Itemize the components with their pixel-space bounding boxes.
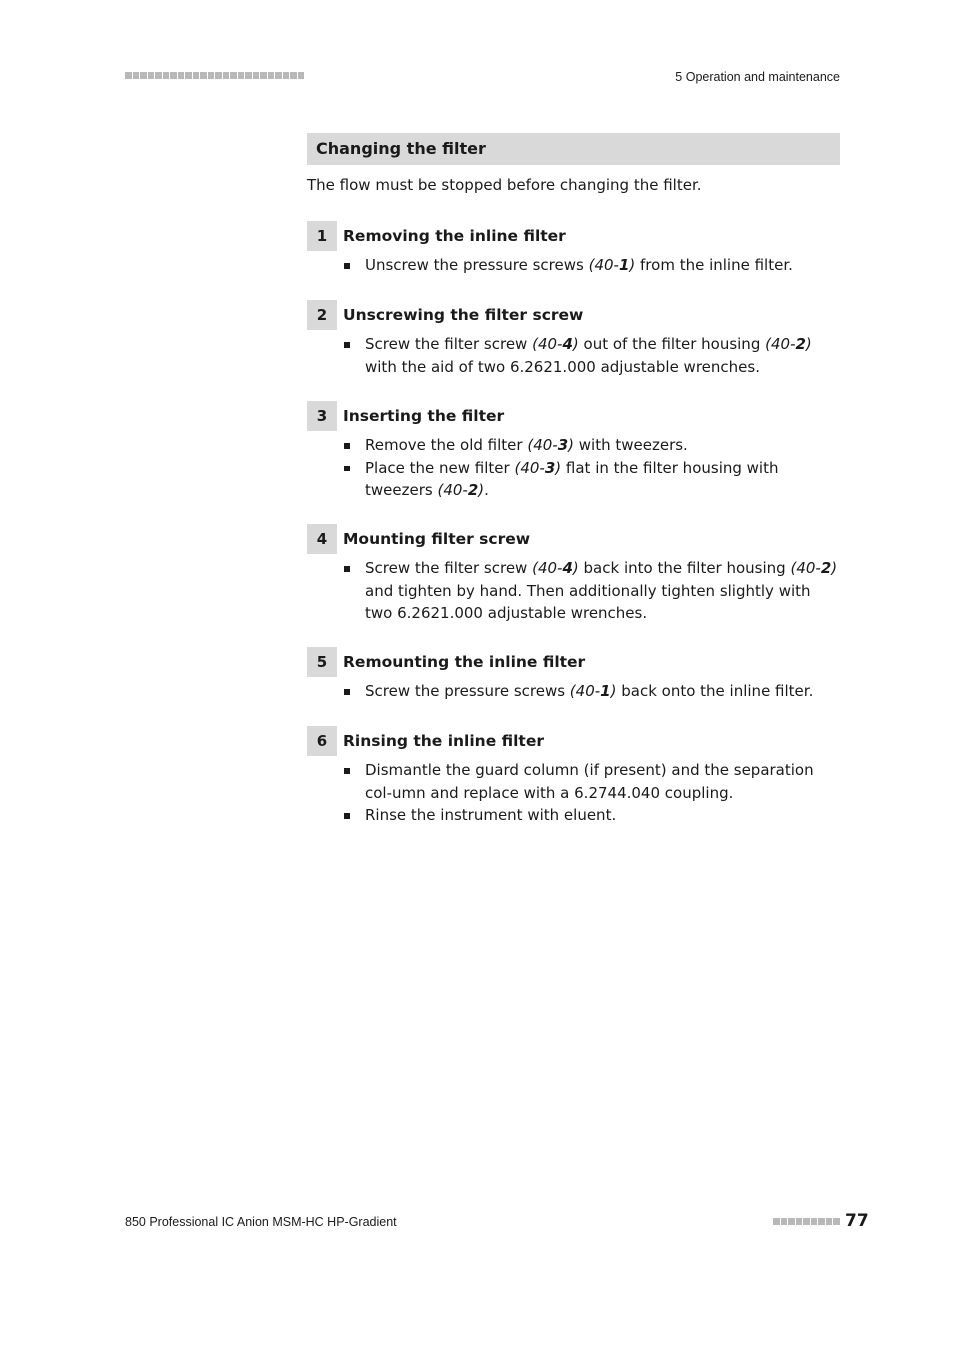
step-bullet-list [307,759,840,827]
bullet-text: Rinse the instrument with eluent. [365,806,617,824]
figure-number: 40 [520,458,540,477]
step-bullet-list [307,254,840,277]
step-header [307,401,840,431]
step-bullet-list [307,680,840,703]
step-5 [307,647,840,703]
bullet-text: back onto the inline filter. [616,682,814,700]
figure-number: 40 [537,335,558,353]
item-number: 2 [820,559,832,577]
figure-number: 40 [594,256,614,274]
bullet-item [307,457,840,502]
figure-reference: (40-2) [765,335,812,353]
bullet-item [307,759,840,804]
step-header [307,647,840,677]
figure-reference: (40-3) [514,458,562,477]
step-number: 5 [307,647,337,677]
figure-reference: (40-4) [532,335,579,353]
step-number: 6 [307,726,337,756]
figure-reference: (40-4) [532,559,579,577]
bullet-text: Screw the filter screw [365,559,533,577]
figure-number: 40 [770,335,791,353]
figure-reference: (40-2) [437,481,485,499]
bullet-text: from the inline filter. [635,256,793,274]
bullet-text: flat in the filter housing with tweezers [365,458,779,499]
figure-number: 40 [443,481,463,499]
step-2 [307,300,840,378]
header-section-title: 5 Operation and maintenance [675,70,840,84]
bullet-text: and tighten by hand. Then additionally tighten slightly with two 6.2621.000 adjustable wrenches. [365,581,811,622]
step-title: Unscrewing the filter screw [343,306,584,324]
step-bullet-list [307,557,840,625]
step-number: 3 [307,401,337,431]
figure-number: 40 [575,682,595,700]
bullet-text: Remove the old filter [365,436,528,454]
step-header [307,524,840,554]
footer-decoration [773,1218,840,1225]
figure-reference: (40-1) [569,682,617,700]
bullet-text: Place the new filter [365,458,515,477]
item-number: 2 [795,335,806,353]
step-title: Inserting the filter [343,407,505,425]
bullet-text: out of the filter housing [578,335,766,353]
step-4 [307,524,840,625]
step-number: 1 [307,221,337,251]
step-3 [307,401,840,502]
bullet-text: . [484,481,489,499]
item-number: 4 [562,559,573,577]
step-6 [307,726,840,827]
figure-reference: (40-1) [588,256,636,274]
section-title: Changing the filter [307,133,840,165]
item-number: 2 [467,481,479,499]
step-title: Removing the inline filter [343,227,566,245]
bullet-item [307,434,840,457]
intro-text: The flow must be stopped before changing the filter. [307,176,702,194]
figure-reference: (40-3) [527,436,574,454]
item-number: 1 [600,682,611,700]
bullet-text: with the aid of two 6.2621.000 adjustable wrenches. [365,357,760,376]
step-1 [307,221,840,277]
bullet-text: with tweezers. [574,436,688,454]
bullet-item [307,254,840,277]
bullet-text: Screw the filter screw [365,335,533,353]
item-number: 1 [618,256,630,274]
figure-number: 40 [796,559,816,577]
step-number: 2 [307,300,337,330]
bullet-item [307,557,840,625]
page-number: 77 [845,1211,869,1231]
figure-reference: (40-2) [790,559,838,577]
figure-number: 40 [537,559,558,577]
bullet-text: Unscrew the pressure screws [365,256,589,274]
step-title: Mounting filter screw [343,530,531,548]
bullet-item [307,680,840,703]
header-decoration [125,72,304,79]
step-title: Remounting the inline filter [343,653,586,671]
item-number: 4 [562,335,573,353]
bullet-item [307,804,840,827]
bullet-text: Screw the pressure screws [365,682,570,700]
step-bullet-list [307,333,840,378]
item-number: 3 [544,458,556,477]
step-header [307,221,840,251]
bullet-text: Dismantle the guard column (if present) and the separation col-umn and replace with a 6.2744.040 coupling. [365,761,814,802]
bullet-text: back into the filter housing [578,559,791,577]
step-header [307,726,840,756]
item-number: 3 [557,436,569,454]
footer-document-title: 850 Professional IC Anion MSM-HC HP-Gradient [125,1215,397,1229]
step-title: Rinsing the inline filter [343,732,544,750]
figure-number: 40 [533,436,553,454]
step-number: 4 [307,524,337,554]
bullet-item [307,333,840,378]
step-bullet-list [307,434,840,502]
step-header [307,300,840,330]
